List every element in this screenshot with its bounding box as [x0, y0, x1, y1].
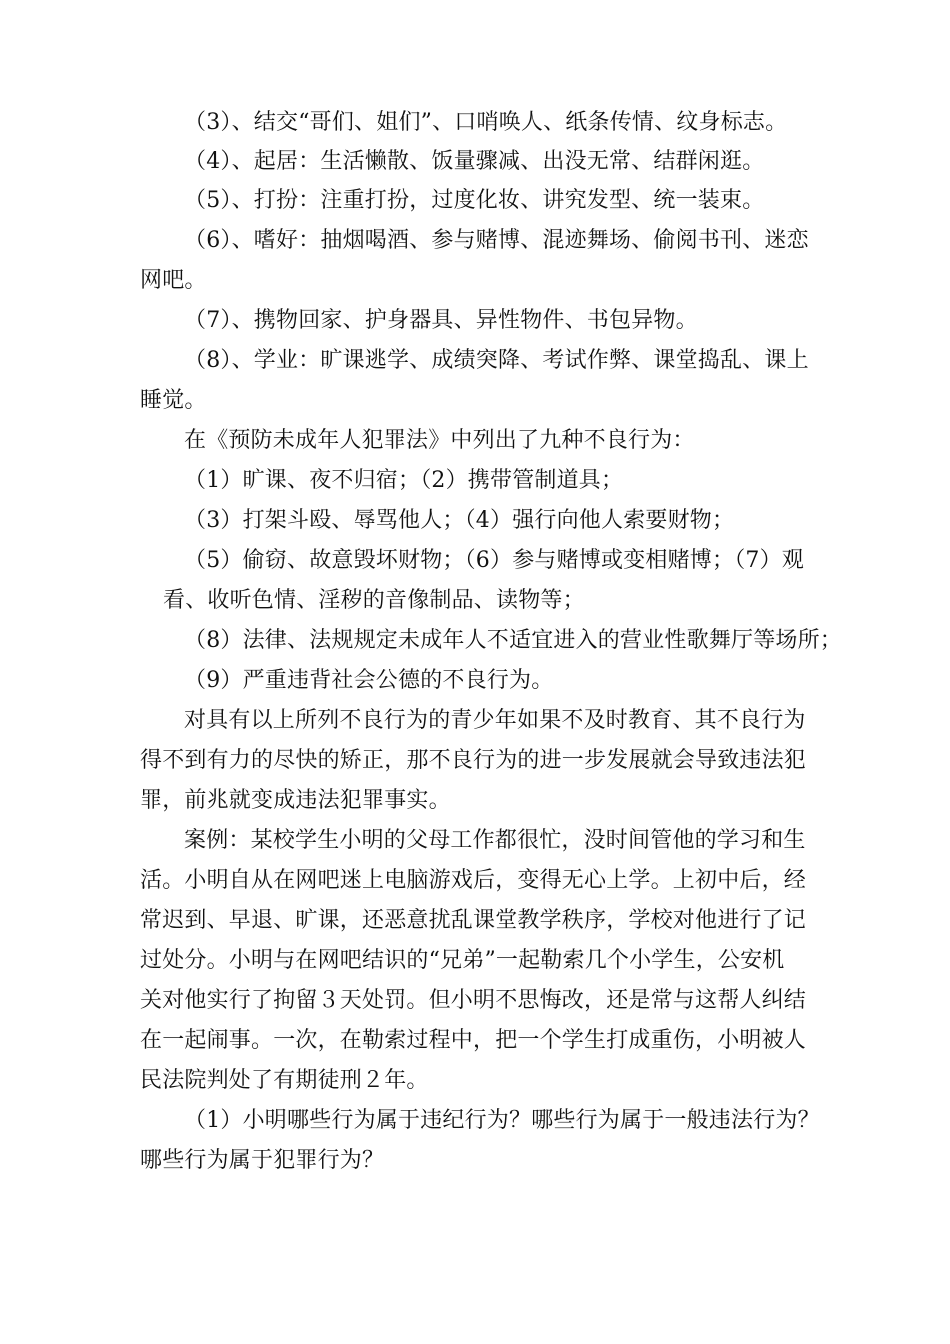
paragraph-line: 在一起闹事。一次，在勒索过程中，把一个学生打成重伤，小明被人: [140, 1028, 807, 1053]
paragraph-line: （9）严重违背社会公德的不良行为。: [184, 668, 554, 693]
paragraph-line: 对具有以上所列不良行为的青少年如果不及时教育、其不良行为: [184, 708, 806, 733]
paragraph-line: 哪些行为属于犯罪行为？: [140, 1148, 385, 1173]
paragraph-line: 睡觉。: [140, 388, 207, 413]
paragraph-line: （3）、结交“哥们、姐们”、口哨唤人、纸条传情、纹身标志。: [184, 110, 788, 135]
paragraph-line: （8）、学业：旷课逃学、成绩突降、考试作弊、课堂捣乱、课上: [184, 348, 809, 373]
paragraph-line: （5）偷窃、故意毁坏财物；（6）参与赌博或变相赌博；（7）观: [184, 548, 804, 573]
paragraph-line: 案例：某校学生小明的父母工作都很忙，没时间管他的学习和生: [184, 828, 806, 853]
paragraph-line: （5）、打扮：注重打扮，过度化妆、讲究发型、统一装束。: [184, 188, 765, 213]
paragraph-line: 看、收听色情、淫秽的音像制品、读物等；: [163, 588, 585, 613]
paragraph-line: （7）、携物回家、护身器具、异性物件、书包异物。: [184, 308, 698, 333]
paragraph-line: 活。小明自从在网吧迷上电脑游戏后，变得无心上学。上初中后，经: [140, 868, 807, 893]
paragraph-line: 网吧。: [140, 268, 207, 293]
paragraph-line: 罪，前兆就变成违法犯罪事实。: [140, 788, 451, 813]
paragraph-line: 常迟到、早退、旷课，还恶意扰乱课堂教学秩序，学校对他进行了记: [140, 908, 807, 933]
paragraph-line: 得不到有力的尽快的矫正，那不良行为的进一步发展就会导致违法犯: [140, 748, 807, 773]
paragraph-line: （1）小明哪些行为属于违纪行为？哪些行为属于一般违法行为？: [184, 1108, 820, 1133]
paragraph-line: 关对他实行了拘留３天处罚。但小明不思悔改，还是常与这帮人纠结: [140, 988, 807, 1013]
paragraph-line: （1）旷课、夜不归宿；（2）携带管制道具；: [184, 468, 624, 493]
paragraph-line: （8）法律、法规规定未成年人不适宜进入的营业性歌舞厅等场所；: [184, 628, 842, 653]
paragraph-line: 过处分。小明与在网吧结识的“兄弟”一起勒索几个小学生，公安机: [140, 948, 785, 973]
paragraph-line: （6）、嗜好：抽烟喝酒、参与赌博、混迹舞场、偷阅书刊、迷恋: [184, 228, 809, 253]
paragraph-line: （4）、起居：生活懒散、饭量骤减、出没无常、结群闲逛。: [184, 149, 765, 174]
paragraph-line: 民法院判处了有期徒刑２年。: [140, 1068, 429, 1093]
paragraph-line: 在《预防未成年人犯罪法》中列出了九种不良行为：: [184, 428, 695, 453]
paragraph-line: （3）打架斗殴、辱骂他人；（4）强行向他人索要财物；: [184, 508, 735, 533]
